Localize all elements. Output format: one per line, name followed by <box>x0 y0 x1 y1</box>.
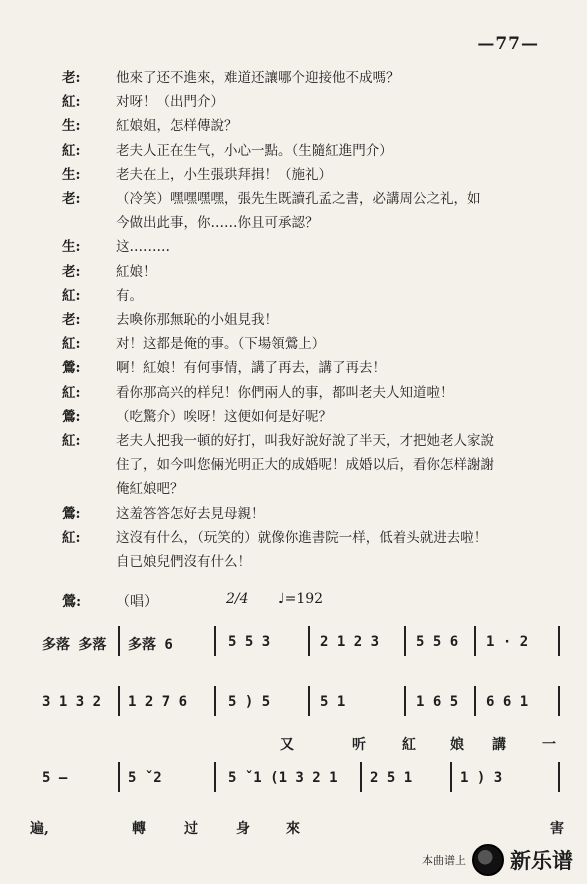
speaker-label: 生: <box>62 239 81 256</box>
score-measure: 3 1 3 2 <box>42 694 102 710</box>
speaker-label: 鶯: <box>62 408 81 425</box>
lyric-syllable: 轉 <box>132 821 146 837</box>
score-measure: 5 1 <box>320 694 346 710</box>
bar-line <box>214 686 216 716</box>
score-measure: 5 5 6 <box>416 634 459 650</box>
dialogue-section <box>62 66 562 574</box>
dialogue-line <box>62 477 562 501</box>
bar-line <box>118 626 120 656</box>
score-measure: 1 ) 3 <box>460 770 503 786</box>
dialogue-line <box>62 332 562 356</box>
bar-line <box>214 626 216 656</box>
speaker-label: 老: <box>62 263 81 280</box>
dialogue-text: 对！这都是俺的事。（下場領鶯上） <box>116 336 326 353</box>
dialogue-text: 住了，如今叫您倆光明正大的成婚呢！成婚以后，看你怎样謝謝 <box>116 457 494 474</box>
bar-line <box>450 762 452 792</box>
bar-line <box>558 626 560 656</box>
dialogue-line <box>62 114 562 138</box>
page-number: —77— <box>477 34 539 54</box>
score-measure: 5 ) 5 <box>228 694 271 710</box>
score-measure: 1 6 5 <box>416 694 459 710</box>
speaker-label: 老: <box>62 312 81 329</box>
dialogue-text: 老夫在上，小生張珙拜揖！（施礼） <box>116 166 332 183</box>
dialogue-line <box>62 211 562 235</box>
score-measure: 6 6 1 <box>486 694 529 710</box>
speaker-label: 紅: <box>62 529 81 546</box>
dialogue-text: 紅娘姐，怎样傳說？ <box>116 118 238 135</box>
dialogue-text: 今做出此事，你……你且可承認？ <box>116 215 319 232</box>
watermark-brand: 新乐谱 <box>510 849 573 873</box>
speaker-label: 紅: <box>62 287 81 304</box>
speaker-label: 紅: <box>62 433 81 450</box>
bar-line <box>558 686 560 716</box>
lyric-syllable: 身 <box>236 821 250 837</box>
score-measure: 5 ˇ1 (1 3 2 1 <box>228 770 338 786</box>
dialogue-text: 紅娘！ <box>116 263 157 280</box>
bar-line <box>308 686 310 716</box>
dialogue-text: 这……… <box>116 239 170 256</box>
speaker-label <box>62 211 116 235</box>
speaker-label <box>62 550 116 574</box>
watermark-caption: 本曲谱上 <box>422 854 466 867</box>
lyric-syllable: 害 <box>550 821 564 837</box>
dialogue-line <box>62 526 562 550</box>
score-speaker: 鶯: <box>62 594 82 610</box>
bar-line <box>474 626 476 656</box>
speaker-label: 紅: <box>62 384 81 401</box>
dialogue-text: 这沒有什么，（玩笑的）就像你進書院一样，低着头就进去啦！ <box>116 529 488 546</box>
tempo-marking: ♩=192 <box>278 591 324 607</box>
dialogue-line <box>62 284 562 308</box>
score-measure: 多落 多落 <box>42 637 107 653</box>
dialogue-line <box>62 308 562 332</box>
dialogue-text: 老夫人把我一頓的好打，叫我好說好說了半天，才把她老人家說 <box>116 433 494 450</box>
bar-line <box>404 626 406 656</box>
lyric-syllable: 講 <box>492 737 506 753</box>
score-measure: 2 1 2 3 <box>320 634 380 650</box>
dialogue-line <box>62 260 562 284</box>
dialogue-line <box>62 90 562 114</box>
dialogue-line <box>62 453 562 477</box>
music-disc-icon <box>472 844 504 876</box>
lyric-syllable: 紅 <box>402 737 416 753</box>
dialogue-text: （吃驚介）唉呀！这便如何是好呢？ <box>116 408 332 425</box>
score-measure: 1 · 2 <box>486 634 529 650</box>
bar-line <box>474 686 476 716</box>
dialogue-text: 老夫人正在生气，小心一點。（生隨紅進門介） <box>116 142 393 159</box>
dialogue-line <box>62 405 562 429</box>
dialogue-text: 看你那高兴的样兒！你們兩人的事，都叫老夫人知道啦！ <box>116 384 454 401</box>
dialogue-text: 对呀！（出門介） <box>116 94 224 111</box>
speaker-label: 鶯: <box>62 360 81 377</box>
lyric-syllable: 來 <box>286 821 300 837</box>
bar-line <box>308 626 310 656</box>
speaker-label <box>62 477 116 501</box>
bar-line <box>214 762 216 792</box>
lyric-syllable: 一 <box>542 737 556 753</box>
score-measure: 2 5 1 <box>370 770 413 786</box>
dialogue-text: 自已娘兒們沒有什么！ <box>116 554 251 571</box>
dialogue-text: 这羞答答怎好去見母親！ <box>116 505 265 522</box>
dialogue-text: 去喚你那無恥的小姐見我！ <box>116 312 278 329</box>
speaker-label: 紅: <box>62 94 81 111</box>
lyric-syllable: 娘 <box>450 737 464 753</box>
dialogue-line <box>62 550 562 574</box>
dialogue-line <box>62 66 562 90</box>
speaker-label: 紅: <box>62 142 81 159</box>
dialogue-line <box>62 381 562 405</box>
score-measure: 5 5 3 <box>228 634 271 650</box>
score-measure: 1 2 7 6 <box>128 694 188 710</box>
speaker-label: 老: <box>62 70 81 86</box>
speaker-label: 紅: <box>62 336 81 353</box>
dialogue-text: （冷笑）嘿嘿嘿嘿，張先生既讀孔孟之書，必講周公之礼，如 <box>116 191 481 208</box>
dialogue-text: 啊！紅娘！有何事情，講了再去，講了再去！ <box>116 360 386 377</box>
lyric-syllable: 遍, <box>30 821 49 837</box>
lyric-syllable: 过 <box>184 821 198 837</box>
dialogue-text: 他來了还不進來，难道还讓哪个迎接他不成嗎？ <box>116 70 400 86</box>
dialogue-line <box>62 139 562 163</box>
dialogue-line <box>62 429 562 453</box>
score-header <box>62 591 323 611</box>
dialogue-line <box>62 356 562 380</box>
dialogue-line <box>62 502 562 526</box>
dialogue-text: 有。 <box>116 287 143 304</box>
dialogue-text: 俺紅娘吧？ <box>116 481 184 498</box>
dialogue-line <box>62 163 562 187</box>
bar-line <box>118 686 120 716</box>
speaker-label: 鶯: <box>62 505 81 522</box>
speaker-label: 生: <box>62 166 81 183</box>
watermark <box>422 844 573 876</box>
score-measure: 5 ˇ2 <box>128 770 162 786</box>
speaker-label: 老: <box>62 191 81 208</box>
time-signature: 2/4 <box>226 591 249 607</box>
lyric-syllable: 又 <box>280 737 294 753</box>
score-measure: 5 — <box>42 770 68 786</box>
bar-line <box>558 762 560 792</box>
lyric-syllable: 听 <box>352 737 366 753</box>
speaker-label <box>62 453 116 477</box>
speaker-label: 生: <box>62 118 81 135</box>
sing-marker: （唱） <box>116 594 158 610</box>
bar-line <box>404 686 406 716</box>
bar-line <box>360 762 362 792</box>
dialogue-line <box>62 187 562 211</box>
dialogue-line <box>62 235 562 259</box>
bar-line <box>118 762 120 792</box>
score-measure: 多落 6 <box>128 637 173 653</box>
